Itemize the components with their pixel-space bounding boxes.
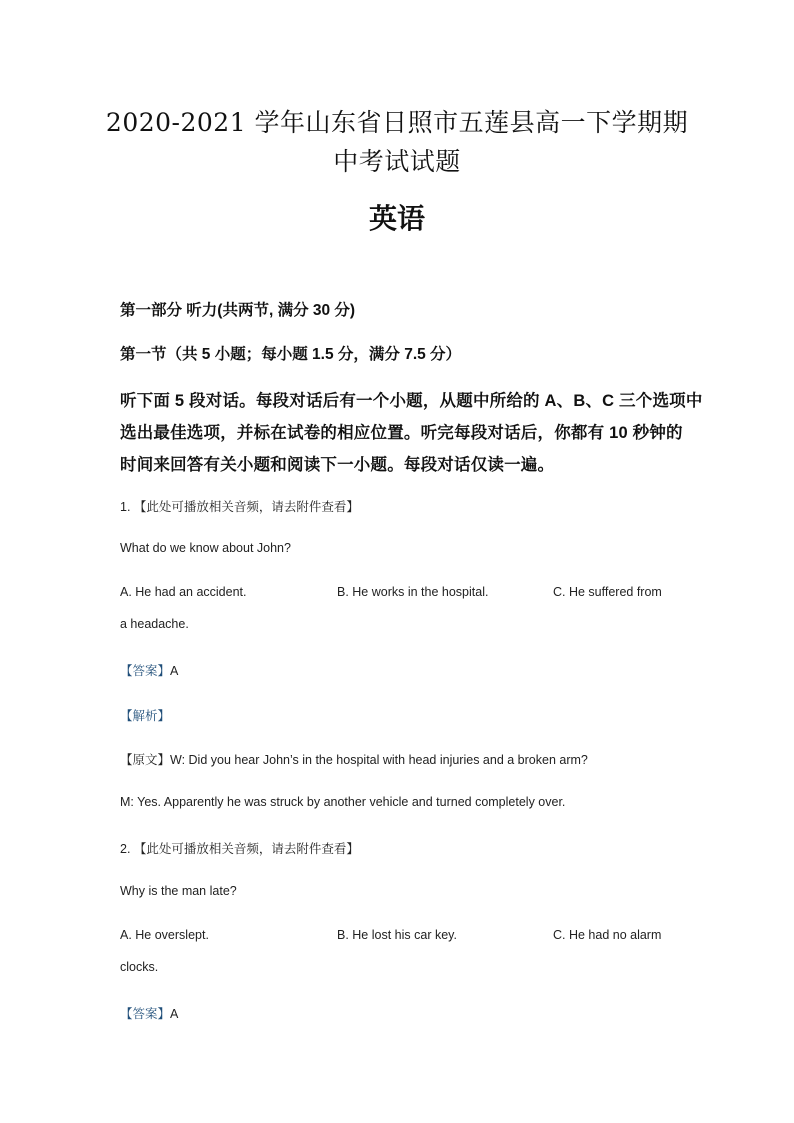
q2-option-c-continued: clocks. xyxy=(120,960,159,974)
q2-question: Why is the man late? xyxy=(120,884,237,898)
q2-option-a: A. He overslept. xyxy=(120,928,209,942)
q1-original-w: W: Did you hear John’s in the hospital with head injuries and a broken arm? xyxy=(170,753,588,767)
instruction-line-1: 听下面 5 段对话。每段对话后有一个小题，从题中所给的 A、B、C 三个选项中 xyxy=(120,392,703,410)
q1-audio-note: 1. 【此处可播放相关音频，请去附件查看】 xyxy=(120,500,359,514)
q1-original-w-line xyxy=(120,750,588,768)
q1-answer: A xyxy=(170,664,179,678)
doc-title-line2: 中考试试题 xyxy=(333,147,461,176)
q1-answer-tag: 【答案】 xyxy=(120,664,171,678)
subsection-heading: 第一节（共 5 小题；每小题 1.5 分，满分 7.5 分） xyxy=(120,346,462,363)
q2-option-b: B. He lost his car key. xyxy=(337,928,457,942)
q1-option-b: B. He works in the hospital. xyxy=(337,585,489,599)
part-heading: 第一部分 听力(共两节, 满分 30 分) xyxy=(120,302,356,319)
q2-audio-note: 2. 【此处可播放相关音频，请去附件查看】 xyxy=(120,842,359,856)
q1-original-tag: 【原文】 xyxy=(120,753,171,767)
q2-answer: A xyxy=(170,1007,179,1021)
q1-option-c-continued: a headache. xyxy=(120,617,189,631)
q1-option-c: C. He suffered from xyxy=(553,585,662,599)
subject-heading: 英语 xyxy=(368,202,425,235)
q1-question: What do we know about John? xyxy=(120,541,291,555)
q1-option-a: A. He had an accident. xyxy=(120,585,247,599)
q2-option-c: C. He had no alarm xyxy=(553,928,662,942)
q1-answer-line xyxy=(120,661,178,679)
q1-analysis-tag: 【解析】 xyxy=(120,709,171,723)
doc-title-line1: 2020-2021 学年山东省日照市五莲县高一下学期期 xyxy=(105,108,689,137)
q2-answer-line xyxy=(120,1004,178,1022)
instruction-line-2: 选出最佳选项，并标在试卷的相应位置。听完每段对话后，你都有 10 秒钟的 xyxy=(120,424,683,442)
q2-answer-tag: 【答案】 xyxy=(120,1007,171,1021)
instruction-line-3: 时间来回答有关小题和阅读下一小题。每段对话仅读一遍。 xyxy=(120,456,555,474)
q1-original-m: M: Yes. Apparently he was struck by another vehicle and turned completely over. xyxy=(120,795,566,809)
